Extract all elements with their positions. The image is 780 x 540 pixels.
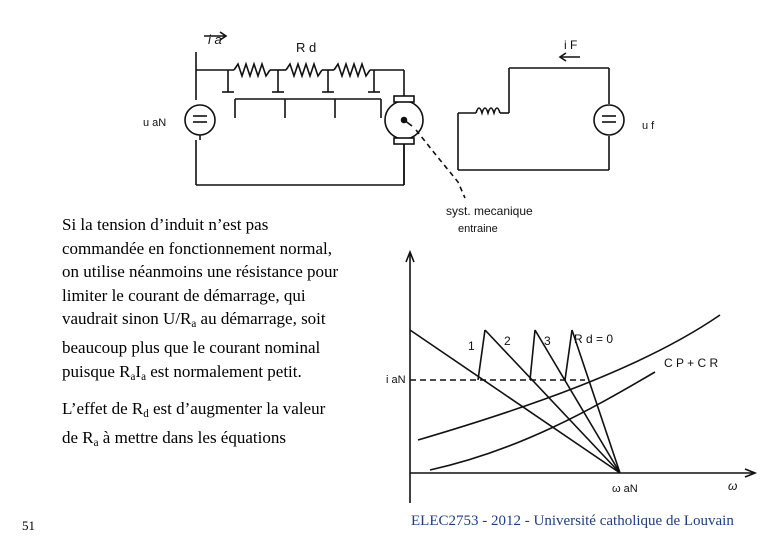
circuit-labels — [143, 32, 655, 235]
label-rd: R d — [296, 40, 317, 55]
step-label-3: 3 — [544, 334, 551, 348]
mechanical-label-line2: entraine — [458, 223, 498, 235]
resistor-1 — [234, 64, 270, 76]
mechanical-label-line1: syst. mecanique — [446, 204, 533, 218]
dc-motor-symbol — [385, 96, 423, 144]
x-axis-label: ω — [728, 479, 738, 493]
page-number: 51 — [22, 518, 35, 533]
switch-2 — [530, 330, 535, 380]
footer-text: ELEC2753 - 2012 - Université catholique de Louvain — [411, 513, 734, 529]
switch-1 — [478, 330, 485, 380]
torque-speed-graph — [406, 252, 755, 503]
armature-circuit — [196, 52, 404, 185]
characteristic-rd0 — [572, 330, 620, 473]
load-torque-curve — [418, 315, 720, 440]
label-if: i F — [564, 38, 578, 52]
load-curve-label: C P + C R — [664, 356, 719, 370]
graph-labels — [386, 332, 737, 495]
field-winding-coil — [476, 108, 500, 113]
resistor-2 — [286, 64, 322, 76]
characteristic-3 — [535, 330, 620, 473]
field-circuit — [458, 68, 609, 170]
label-uf: u f — [642, 120, 655, 132]
x-tick-label: ω aN — [612, 483, 638, 495]
label-ia: i a — [208, 32, 222, 47]
switch-3 — [565, 330, 572, 380]
rd-zero-label: R d = 0 — [574, 332, 614, 346]
characteristic-2 — [485, 330, 620, 473]
armature-voltage-source — [185, 105, 215, 140]
label-uan: u aN — [143, 117, 167, 129]
paragraph-2: L’effet de $R_d$ est d’augmenter la valeur de $R_a$ à mettre dans les équations — [62, 399, 326, 449]
step-label-2: 2 — [504, 334, 511, 348]
step-label-1: 1 — [468, 339, 475, 353]
y-axis-label: i aN — [386, 374, 406, 386]
field-voltage-source — [594, 105, 624, 135]
paragraph-1: Si la tension d’induit n’est pas commandée en fonctionnement normal, on utilise néanmoins une résistance pour limiter le courant de démarrage, qui vaudrait sinon $U/R_a$ au démarrage, soit beaucoup plus que le courant nominal puisque $R_aI_a$ est normalement petit. — [62, 215, 339, 383]
resistor-3 — [334, 64, 370, 76]
explanation-text — [62, 213, 340, 456]
characteristic-1 — [410, 330, 620, 473]
